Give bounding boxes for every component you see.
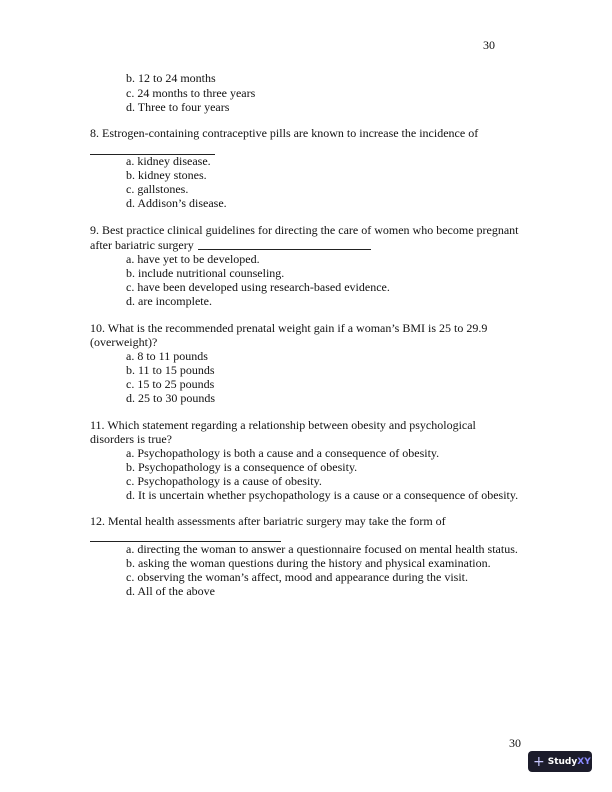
option: b. 11 to 15 pounds xyxy=(126,363,215,377)
option: a. Psychopathology is both a cause and a consequence of obesity. xyxy=(126,446,440,460)
option: a. have yet to be developed. xyxy=(126,252,260,266)
question-11-stem: 11. Which statement regarding a relationship between obesity and psychological xyxy=(90,418,476,432)
option: b. kidney stones. xyxy=(126,168,207,182)
option: c. have been developed using research-based evidence. xyxy=(126,280,390,294)
option: a. 8 to 11 pounds xyxy=(126,349,208,363)
question-12-stem: 12. Mental health assessments after bariatric surgery may take the form of xyxy=(90,514,446,528)
option: d. It is uncertain whether psychopathology is a cause or a consequence of obesity. xyxy=(126,488,519,502)
option: d. 25 to 30 pounds xyxy=(126,391,216,405)
option: d. All of the above xyxy=(126,584,215,598)
plus-icon: + xyxy=(533,753,545,770)
option: a. directing the woman to answer a questionnaire focused on mental health status. xyxy=(126,542,518,556)
option: c. gallstones. xyxy=(126,182,189,196)
option: b. 12 to 24 months xyxy=(126,71,216,85)
question-10-stem: 10. What is the recommended prenatal weight gain if a woman’s BMI is 25 to 29.9 xyxy=(90,321,488,335)
option: b. Psychopathology is a consequence of obesity. xyxy=(126,460,358,474)
question-11-stem-cont: disorders is true? xyxy=(90,432,172,446)
question-8-stem: 8. Estrogen-containing contraceptive pills are known to increase the incidence of xyxy=(90,126,479,140)
logo-text-accent: XY xyxy=(577,756,591,767)
option: c. observing the woman’s affect, mood and appearance during the visit. xyxy=(126,570,469,584)
option: c. 24 months to three years xyxy=(126,86,256,100)
option: d. Addison’s disease. xyxy=(126,196,227,210)
option: a. kidney disease. xyxy=(126,154,211,168)
studyxy-logo xyxy=(528,751,592,772)
question-10-stem-cont: (overweight)? xyxy=(90,335,158,349)
page-number-top: 30 xyxy=(483,38,495,52)
option: c. 15 to 25 pounds xyxy=(126,377,215,391)
logo-text: Study xyxy=(547,756,578,767)
option: b. asking the woman questions during the history and physical examination. xyxy=(126,556,491,570)
option: c. Psychopathology is a cause of obesity. xyxy=(126,474,322,488)
answer-blank xyxy=(198,249,371,250)
question-9-stem: 9. Best practice clinical guidelines for directing the care of women who become pregnant xyxy=(90,223,519,237)
option: d. are incomplete. xyxy=(126,294,212,308)
question-9-stem-cont: after bariatric surgery xyxy=(90,238,194,252)
page-number-bottom: 30 xyxy=(509,736,521,750)
option: b. include nutritional counseling. xyxy=(126,266,285,280)
option: d. Three to four years xyxy=(126,100,230,114)
